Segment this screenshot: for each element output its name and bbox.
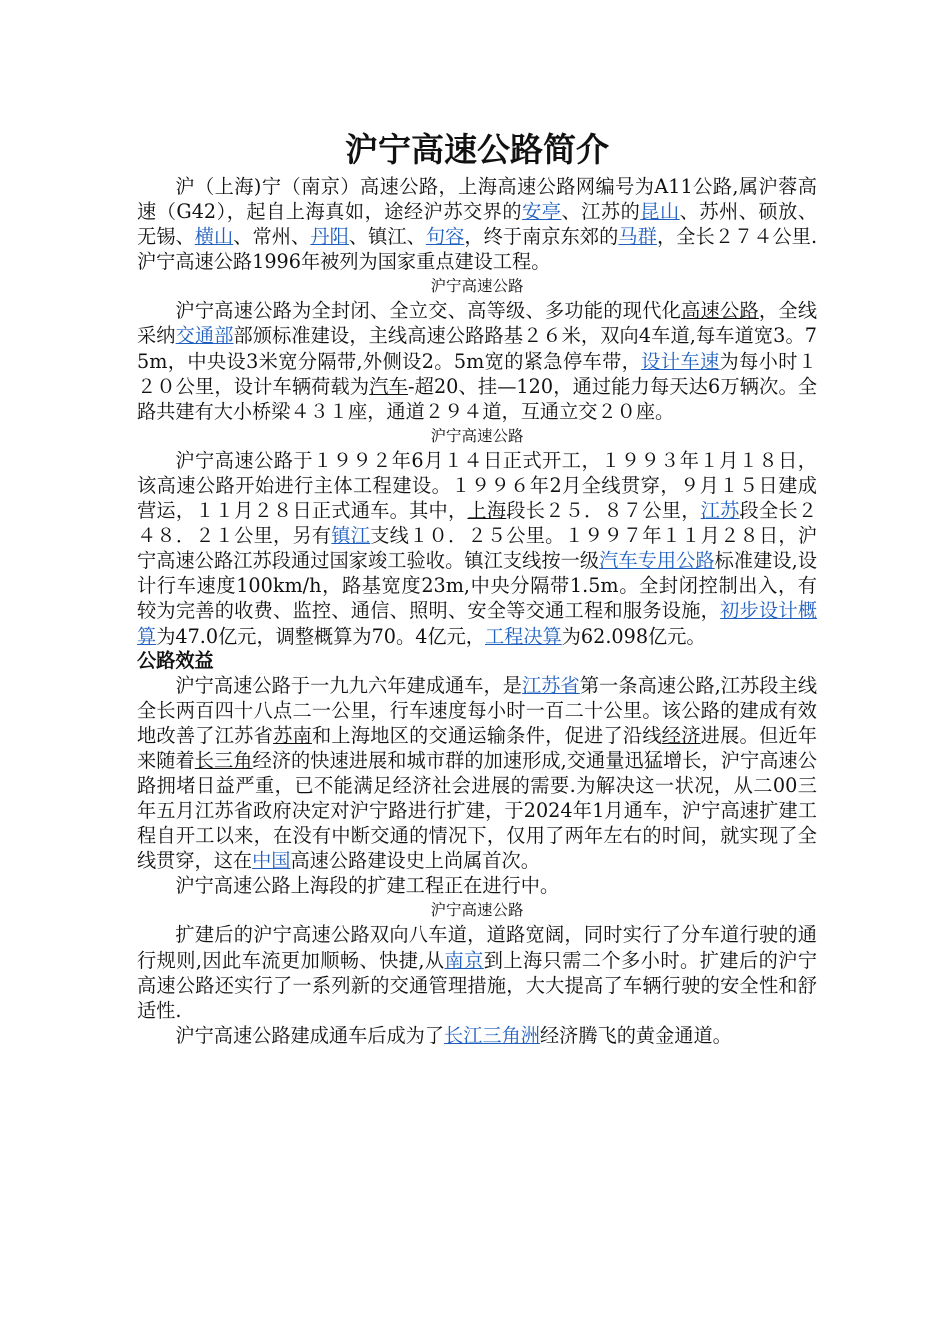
text-run: 、镇江、 <box>348 225 426 249</box>
hyperlink[interactable]: 马群 <box>618 225 657 249</box>
section-heading-benefits: 公路效益 <box>137 648 214 672</box>
paragraph-shanghai-section <box>137 873 817 898</box>
text-run: 为62.098亿元。 <box>561 624 706 648</box>
underlined-term: 汽车 <box>369 374 408 398</box>
hyperlink[interactable]: 江苏省 <box>522 673 580 697</box>
text-run: 、常州、 <box>233 225 311 249</box>
text-run: 为47.0亿元，调整概算为70。4亿元， <box>156 624 485 648</box>
hyperlink[interactable]: 交通部 <box>175 324 234 348</box>
paragraph-expansion <box>137 922 817 1022</box>
text-run: 和上海地区的交通运输条件，促进了沿线 <box>311 723 662 747</box>
text-run: 沪（上海)宁（南京）高速公路，上海高速公路网编号为A11公路,属沪蓉高速（G42），起自上海真如，途经沪苏交界的 <box>137 175 817 224</box>
text-run: 段长２５．８７公里， <box>506 499 701 523</box>
hyperlink[interactable]: 初步设计概算 <box>137 599 818 648</box>
hyperlink[interactable]: 南京 <box>444 948 484 972</box>
paragraph-conclusion <box>137 1023 817 1048</box>
hyperlink[interactable]: 中国 <box>252 849 291 873</box>
text-run: 、苏州、硕放、无锡、 <box>137 200 818 249</box>
hyperlink[interactable]: 句容 <box>425 225 465 249</box>
hyperlink[interactable]: 汽车专用公路 <box>599 549 715 573</box>
text-run: 沪宁高速公路于１９９２年6月１４日正式开工，１９９３年１月１８日，该高速公路开始进行主体工程建设。１９９６年2月全线贯穿，９月１５日建成营运，１１月２８日正式通车。其中， <box>137 448 817 523</box>
paragraph-benefits <box>137 673 817 874</box>
document-page <box>137 128 817 1048</box>
underlined-term: 上海 <box>467 499 507 523</box>
underlined-term: 高速公路 <box>681 299 759 323</box>
underlined-term: 长三角 <box>194 748 253 772</box>
image-caption-2: 沪宁高速公路 <box>430 426 524 445</box>
text-run: 第一条高速公路,江苏段主线全长两百四十八点二一公里，行车速度每小时一百二十公里。该公路的建成有效地改善了江苏省 <box>137 673 818 747</box>
image-caption-3: 沪宁高速公路 <box>430 901 524 920</box>
paragraph-intro <box>137 174 817 274</box>
paragraph-construction <box>137 448 817 649</box>
hyperlink[interactable]: 丹阳 <box>310 225 349 249</box>
text-run: 经济的快速进展和城市群的加速形成,交通量迅猛增长，沪宁高速公路拥堵日益严重，已不能满足经济社会进展的需要.为解决这一状况，从二00三年五月江苏省政府决定对沪宁路进行扩建，于2024年1月通车，沪宁高速扩建工程自开工以来，在没有中断交通的情况下，仅用了两年左右的时间，就实现了全线贯穿，这在 <box>137 748 817 873</box>
text-run: 沪宁高速公路为全封闭、全立交、高等级、多功能的现代化 <box>175 299 682 323</box>
text-run: 经济腾飞的黄金通道。 <box>539 1023 732 1047</box>
hyperlink[interactable]: 镇江 <box>331 524 371 548</box>
text-run: ，全长２７４公里.沪宁高速公路1996年被列为国家重点建设工程。 <box>137 225 818 274</box>
text-run: 支线１０．２５公里。１９９７年１１月２８日，沪宁高速公路江苏段通过国家竣工验收。镇江支线按一级 <box>137 524 818 573</box>
text-run: 扩建后的沪宁高速公路双向八车道，道路宽阔，同时实行了分车道行驶的通行规则,因此车流更加顺畅、快捷,从 <box>137 923 817 972</box>
text-run: 段全长２４８．２１公里，另有 <box>137 499 818 548</box>
text-run: 进展。但近年来随着 <box>137 723 818 772</box>
hyperlink[interactable]: 昆山 <box>640 200 680 224</box>
text-run: -超20、挂—120，通过能力每天达6万辆次。全路共建有大小桥梁４３１座，通道２９４道，互通立交２０座。 <box>137 374 818 423</box>
text-run: ，全线采纳 <box>137 299 818 348</box>
document-title: 沪宁高速公路简介 <box>345 130 609 169</box>
text-run: 沪宁高速公路于一九九六年建成通车，是 <box>175 673 523 697</box>
hyperlink[interactable]: 设计车速 <box>641 349 720 373</box>
hyperlink[interactable]: 安亭 <box>522 200 562 224</box>
text-run: 、江苏的 <box>561 200 641 224</box>
text-run: 标准建设,设计行车速度100km/h，路基宽度23m,中央分隔带1.5m。全封闭控制出入，有较为完善的收费、监控、通信、照明、安全等交通工程和服务设施， <box>137 549 818 623</box>
text-run: 沪宁高速公路建成通车后成为了 <box>175 1023 445 1047</box>
underlined-term: 经济 <box>661 723 701 747</box>
hyperlink[interactable]: 长江三角洲 <box>444 1023 540 1047</box>
text-run: 部颁标准建设，主线高速公路路基２６米，双向4车道,每车道宽3。75m，中央设3米宽分隔带,外侧设2。5m宽的紧急停车带， <box>137 324 817 373</box>
underlined-term: 苏南 <box>273 723 312 747</box>
image-caption-1: 沪宁高速公路 <box>430 277 524 296</box>
text-run: 沪宁高速公路上海段的扩建工程正在进行中。 <box>175 874 560 898</box>
hyperlink[interactable]: 横山 <box>194 225 234 249</box>
hyperlink[interactable]: 江苏 <box>700 499 740 523</box>
paragraph-standards <box>137 298 817 423</box>
text-run: 高速公路建设史上尚属首次。 <box>290 849 540 873</box>
text-run: ，终于南京东郊的 <box>464 225 619 249</box>
hyperlink[interactable]: 工程决算 <box>484 624 562 648</box>
text-run: 为每小时１２０公里，设计车辆荷载为 <box>137 349 818 398</box>
text-run: 到上海只需二个多小时。扩建后的沪宁高速公路还实行了一系列新的交通管理措施，大大提高了车辆行驶的安全性和舒适性. <box>137 948 818 1022</box>
